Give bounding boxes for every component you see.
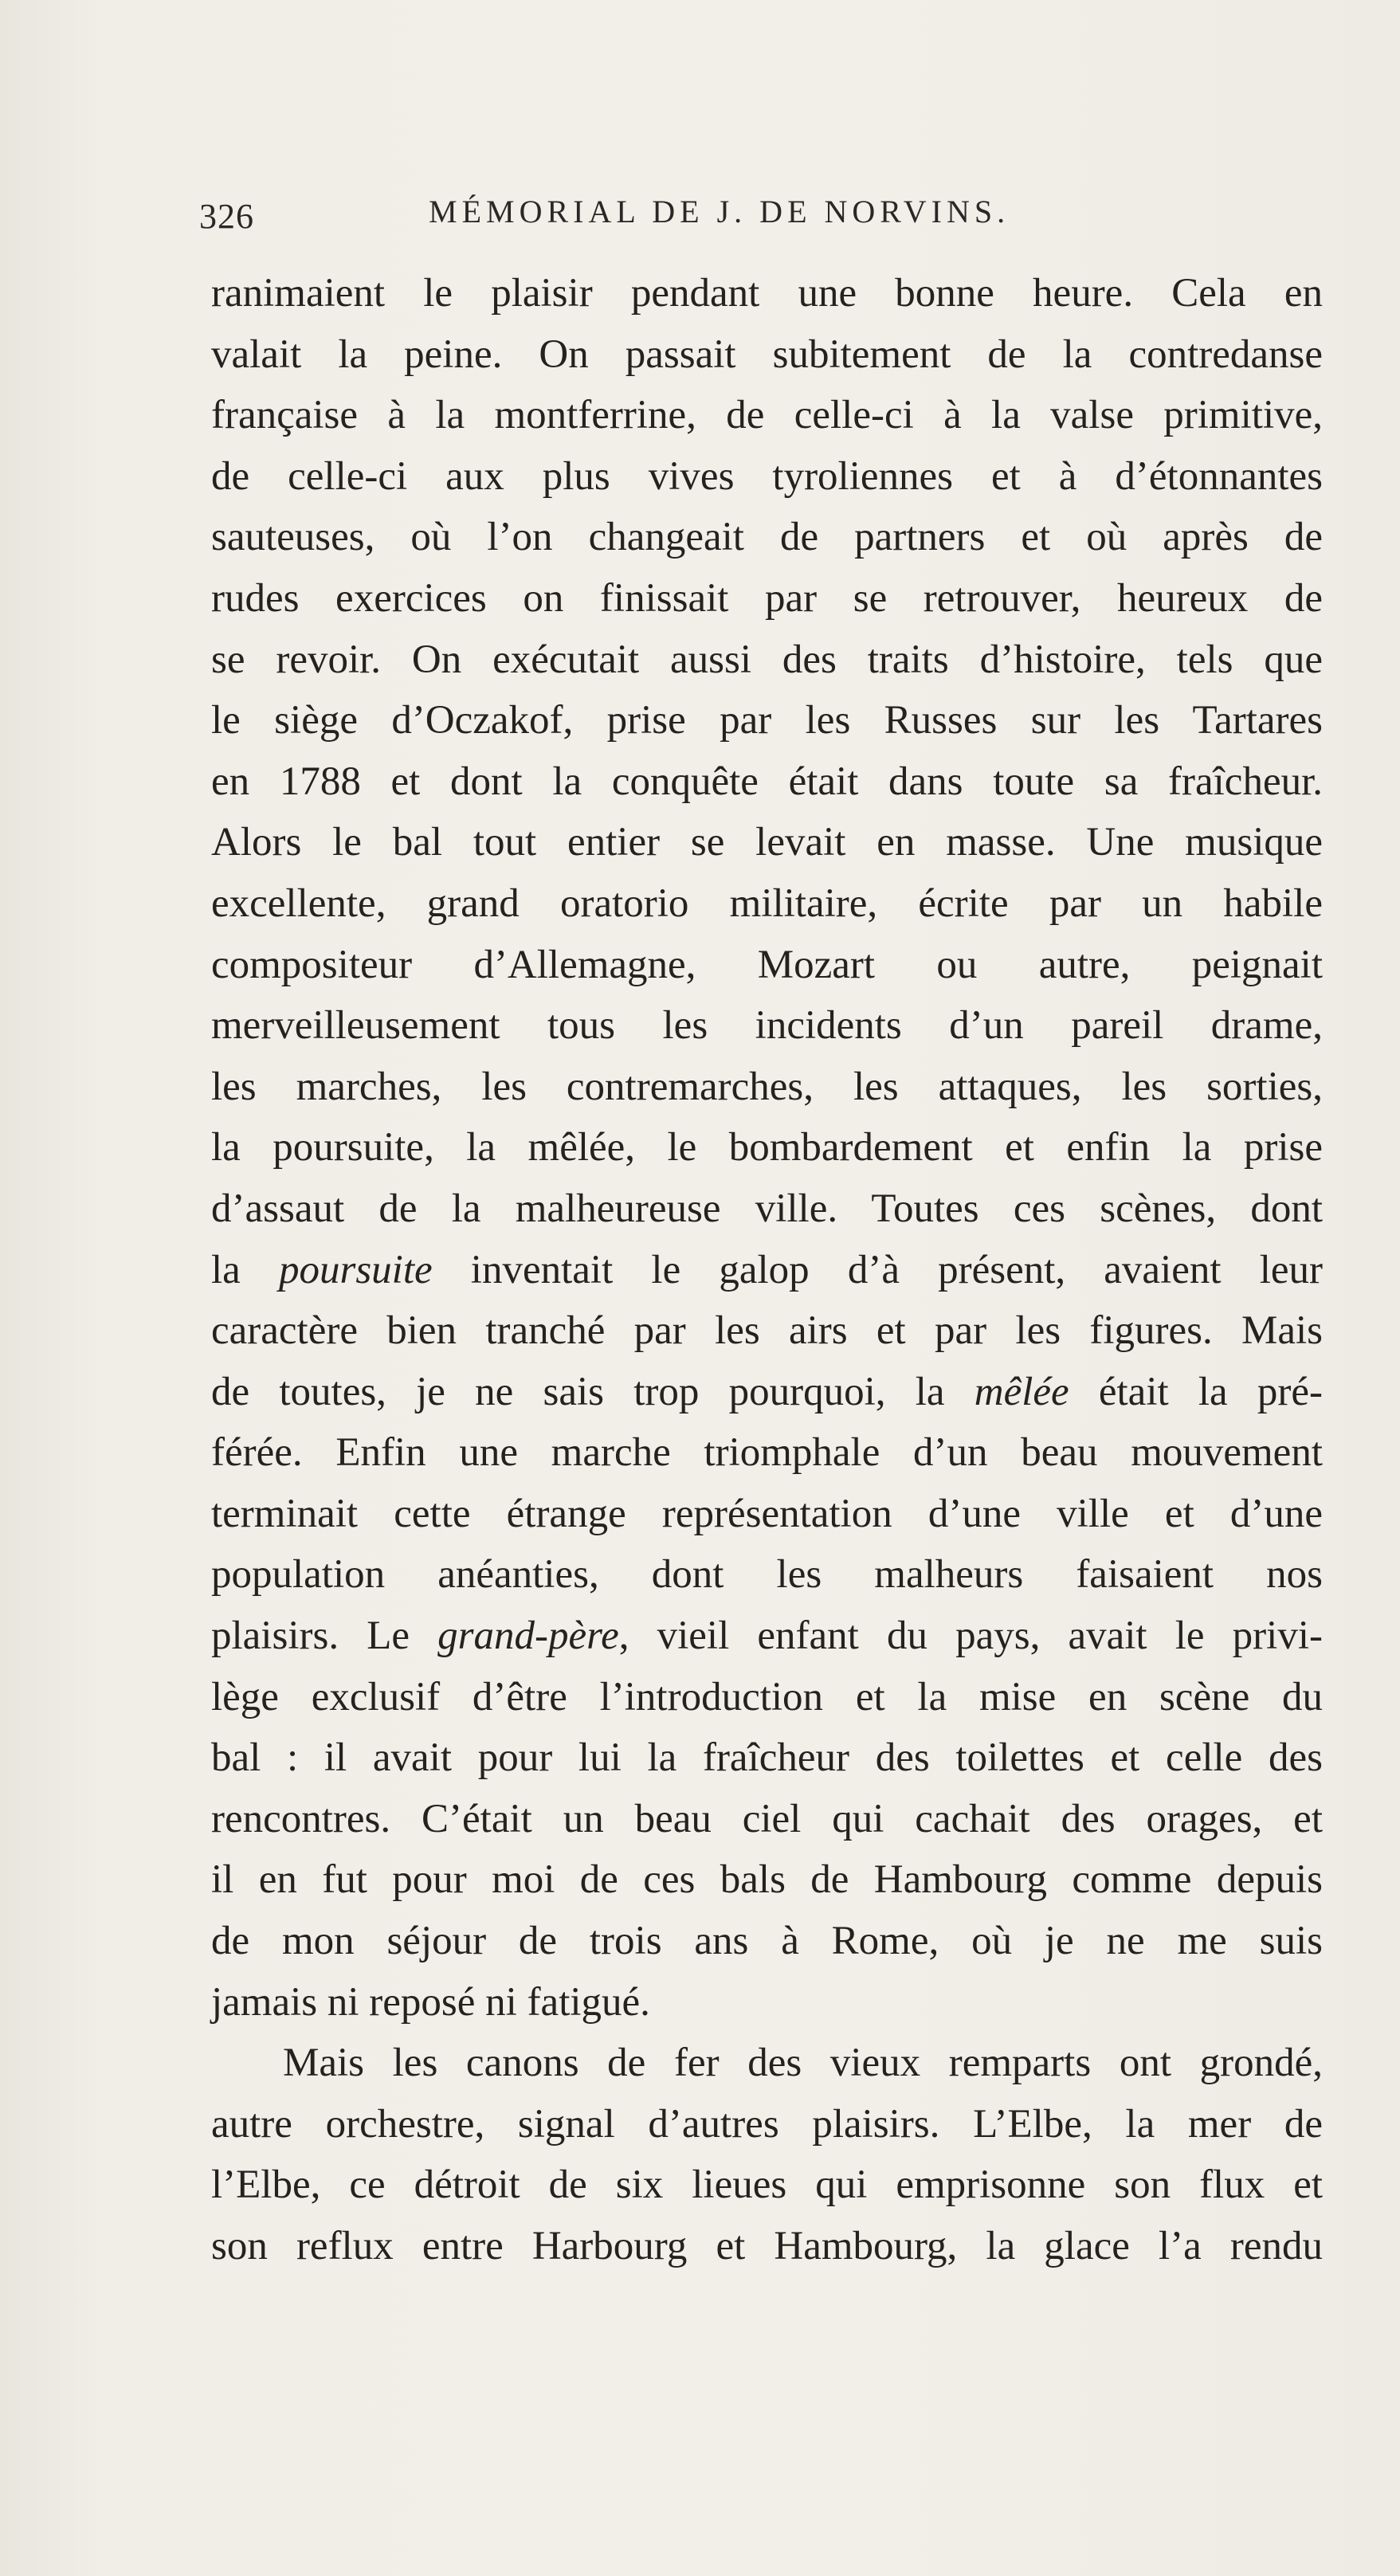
text-run: le siège d’Oczakof, prise par les Russes sur les Tartares [211,698,1323,743]
text-run: excellente, grand oratorio militaire, écrite par un habile [211,880,1323,926]
text-run: valait la peine. On passait subitement de la contredanse [211,331,1323,377]
text-line [211,1727,1323,1789]
text-line [211,385,1323,446]
italic-word: grand-père [437,1613,619,1659]
text-line [211,690,1323,751]
text-run: jamais ni reposé ni fatigué. [211,1979,650,2025]
text-run: , vieil enfant du pays, avait le privi- [618,1613,1323,1659]
text-run: caractère bien tranché par les airs et par les figures. Mais [211,1308,1323,1354]
text-run: population anéanties, dont les malheurs faisaient nos [211,1552,1323,1598]
text-run: la poursuite, la mêlée, le bombardement et enfin la prise [211,1125,1323,1170]
text-run: de mon séjour de trois ans à Rome, où je ne me suis [211,1919,1323,1964]
text-line [211,751,1323,813]
text-line [211,263,1323,324]
page-header [199,185,1335,241]
text-run: férée. Enfin une marche triomphale d’un beau mouvement [211,1430,1323,1476]
text-line [211,1057,1323,1118]
text-line [211,1117,1323,1178]
text-run: autre orchestre, signal d’autres plaisirs. L’Elbe, la mer de [211,2101,1323,2147]
text-line [211,507,1323,568]
text-run: en 1788 et dont la conquête était dans toute sa fraîcheur. [211,759,1323,804]
text-line [211,995,1323,1057]
text-run: plaisirs. Le [211,1613,438,1659]
text-line [211,1300,1323,1362]
text-run: ranimaient le plaisir pendant une bonne heure. Cela en [211,271,1323,316]
text-line [211,935,1323,996]
text-run: compositeur d’Allemagne, Mozart ou autre, peignait [211,942,1323,987]
text-run: sauteuses, où l’on changeait de partners et où après de [211,515,1323,560]
text-line [211,1849,1323,1911]
text-run: de toutes, je ne sais trop pourquoi, la [211,1369,975,1414]
text-run: d’assaut de la malheureuse ville. Toutes ces scènes, dont [211,1186,1323,1231]
text-line [211,1484,1323,1545]
text-line [211,2033,1323,2094]
text-line [211,1667,1323,1728]
text-run: les marches, les contremarches, les attaques, les sorties, [211,1064,1323,1109]
text-run: se revoir. On exécutait aussi des traits d’histoire, tels que [211,637,1323,682]
text-run: terminait cette étrange représentation d’une ville et d’une [211,1491,1323,1536]
text-line [211,2155,1323,2216]
text-run: il en fut pour moi de ces bals de Hambourg comme depuis [211,1857,1323,1903]
text-line [211,629,1323,691]
italic-word: poursuite [278,1247,433,1292]
text-line [211,1544,1323,1606]
text-run: son reflux entre Harbourg et Hambourg, la glace l’a rendu [211,2224,1323,2268]
text-run: merveilleusement tous les incidents d’un pareil drame, [211,1003,1323,1049]
text-run: était la pré- [1069,1369,1323,1414]
text-line [211,1606,1323,1667]
text-line [211,1422,1323,1484]
text-run: bal : il avait pour lui la fraîcheur des toilettes et celle des [211,1735,1323,1781]
text-run: inventait le galop d’à présent, avaient leur [432,1247,1323,1292]
text-run: rudes exercices on finissait par se retrouver, heureux de [211,575,1323,621]
text-line [211,812,1323,873]
text-run: Alors le bal tout entier se levait en masse. Une musique [211,820,1323,865]
italic-word: mêlée [974,1369,1069,1414]
text-run: lège exclusif d’être l’introduction et la mise en scène du [211,1674,1323,1719]
body-text [211,263,1323,2277]
text-run: la [211,1247,279,1292]
text-line [211,568,1323,629]
text-line [211,1178,1323,1240]
text-line [211,1789,1323,1850]
text-line [211,1911,1323,1972]
text-line [211,1972,1323,2033]
text-line [211,2094,1323,2155]
text-run: de celle-ci aux plus vives tyroliennes et à d’étonnantes [211,453,1323,499]
text-line [211,446,1323,508]
text-run: rencontres. C’était un beau ciel qui cachait des orages, et [211,1796,1323,1841]
page-number: 326 [199,197,254,236]
text-line [211,1240,1323,1301]
text-line [211,1362,1323,1423]
text-line [211,873,1323,935]
running-title: MÉMORIAL DE J. DE NORVINS. [429,194,1010,229]
text-line [211,324,1323,386]
text-run: Mais les canons de fer des vieux remparts ont grondé, [283,2041,1323,2086]
text-run: française à la montferrine, de celle-ci à la valse primitive, [211,393,1323,438]
text-line [211,2216,1323,2277]
text-run: l’Elbe, ce détroit de six lieues qui emprisonne son flux et [211,2162,1323,2208]
